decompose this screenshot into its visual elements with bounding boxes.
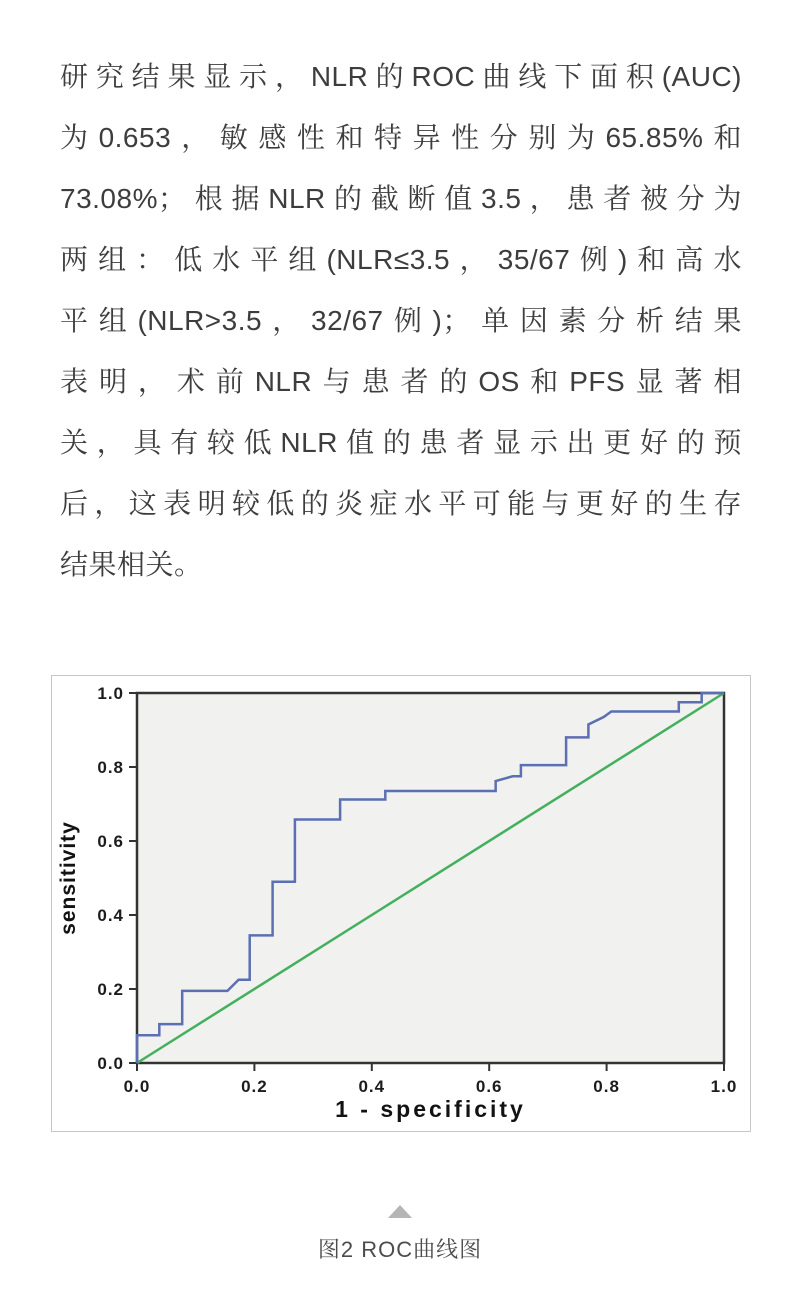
y-tick-label: 0.0: [97, 1054, 124, 1073]
paragraph-line: 为0.653，敏感性和特异性分别为65.85%和: [60, 122, 742, 153]
paragraph-line: 表明，术前NLR与患者的OS和PFS显著相: [60, 366, 742, 397]
x-tick-label: 0.2: [241, 1077, 268, 1096]
y-tick-label: 1.0: [97, 684, 124, 703]
paragraph-line: 两组：低水平组(NLR≤3.5，35/67例)和高水: [60, 244, 742, 275]
x-tick-label: 0.4: [358, 1077, 386, 1096]
paragraph-line: 73.08%；根据NLR的截断值3.5，患者被分为: [60, 183, 742, 214]
figure-collapse-control: [0, 1205, 800, 1223]
paragraph-line: 关，具有较低NLR值的患者显示出更好的预: [60, 427, 742, 458]
y-axis-title: sensitivity: [57, 821, 80, 935]
y-tick-label: 0.2: [97, 980, 124, 999]
x-tick-label: 0.6: [475, 1077, 503, 1096]
y-tick-label: 0.8: [97, 758, 124, 777]
figure-caption: 图2 ROC曲线图: [317, 1237, 483, 1262]
article-paragraph: [60, 46, 742, 595]
x-tick-label: 0.0: [123, 1077, 151, 1096]
x-tick-label: 0.8: [593, 1077, 620, 1096]
roc-chart: [52, 676, 750, 1131]
x-axis-title: 1 - specificity: [335, 1096, 526, 1122]
figure-panel: [51, 675, 751, 1132]
paragraph-line: 结果相关。: [60, 549, 203, 580]
paragraph-line: 后，这表明较低的炎症水平可能与更好的生存: [60, 488, 742, 519]
x-tick-label: 1.0: [710, 1077, 738, 1096]
paragraph-line: 研究结果显示，NLR的ROC曲线下面积(AUC): [60, 61, 742, 92]
y-tick-label: 0.4: [97, 906, 124, 925]
y-tick-label: 0.6: [97, 832, 124, 851]
triangle-up-icon[interactable]: [388, 1205, 412, 1218]
paragraph-line: 平组(NLR>3.5，32/67例)；单因素分析结果: [60, 305, 742, 336]
